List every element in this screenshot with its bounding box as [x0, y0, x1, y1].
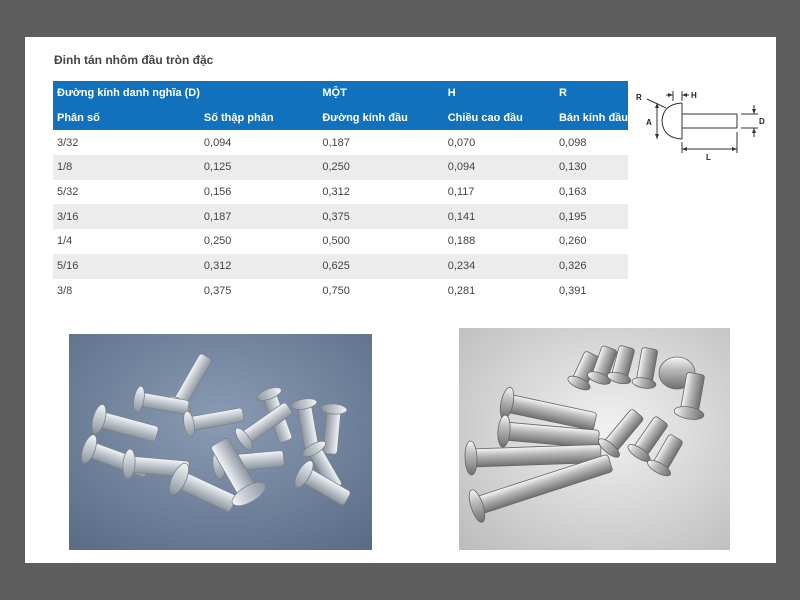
subheader-head-diameter: Đường kính đầu [322, 112, 408, 125]
cell-head-height: 0,117 [447, 186, 475, 199]
diagram-label-l: L [706, 153, 711, 162]
rivet-dimension-diagram [633, 87, 773, 165]
cell-head-radius: 0,098 [558, 136, 587, 149]
cell-decimal: 0,125 [203, 161, 232, 174]
header-r: R [558, 87, 567, 100]
rivets-photo-pile [69, 334, 372, 550]
cell-decimal: 0,187 [203, 210, 232, 223]
page-title: Đinh tán nhôm đầu tròn đặc [54, 53, 214, 67]
cell-head-height: 0,188 [447, 235, 476, 248]
subheader-fraction: Phân số [57, 112, 100, 125]
cell-head-radius: 0,326 [558, 260, 587, 273]
cell-fraction: 3/8 [57, 284, 73, 297]
cell-decimal: 0,250 [203, 235, 232, 248]
cell-head-radius: 0,391 [558, 284, 587, 297]
header-a: MỘT [322, 87, 347, 100]
cell-head-radius: 0,130 [558, 161, 587, 174]
cell-fraction: 5/32 [57, 186, 79, 199]
cell-head-height: 0,094 [447, 161, 476, 174]
cell-decimal: 0,375 [203, 284, 232, 297]
cell-head-diameter: 0,250 [322, 161, 350, 174]
cell-head-height: 0,281 [447, 284, 476, 297]
cell-head-radius: 0,195 [558, 210, 587, 223]
cell-head-radius: 0,260 [558, 235, 587, 248]
cell-head-height: 0,234 [447, 260, 476, 273]
table-row [53, 229, 628, 254]
header-blank [200, 81, 318, 106]
rivet-spec-table [53, 81, 628, 303]
rivets-photo-assorted [459, 328, 730, 550]
cell-head-height: 0,070 [447, 136, 476, 149]
cell-head-radius: 0,163 [558, 186, 587, 199]
diagram-label-a: A [646, 118, 652, 127]
table-row [53, 155, 628, 180]
table-row [53, 180, 628, 205]
cell-head-diameter: 0,500 [322, 235, 350, 248]
subheader-head-height: Chiều cao đầu [447, 112, 523, 125]
diagram-label-h: H [691, 91, 697, 100]
cell-fraction: 3/16 [57, 210, 79, 223]
table-row [53, 130, 628, 155]
cell-decimal: 0,094 [203, 136, 232, 149]
cell-fraction: 3/32 [57, 136, 79, 149]
diagram-label-d: D [759, 117, 765, 126]
cell-decimal: 0,156 [203, 186, 232, 199]
cell-fraction: 1/4 [57, 235, 73, 248]
table-header-row [53, 81, 628, 106]
subheader-head-radius: Bán kính đầu [558, 112, 628, 125]
cell-head-height: 0,141 [447, 210, 476, 223]
subheader-decimal: Số thập phân [203, 112, 274, 125]
cell-head-diameter: 0,187 [322, 136, 350, 149]
cell-fraction: 5/16 [57, 260, 79, 273]
header-h: H [447, 87, 456, 100]
page-sheet [25, 37, 776, 563]
diagram-label-r: R [636, 93, 642, 102]
table-row [53, 279, 628, 304]
cell-head-diameter: 0,375 [322, 210, 350, 223]
cell-decimal: 0,312 [203, 260, 232, 273]
table-subheader-row [53, 106, 628, 131]
table-row [53, 204, 628, 229]
cell-head-diameter: 0,750 [322, 284, 350, 297]
cell-fraction: 1/8 [57, 161, 73, 174]
header-nominal-diameter: Đường kính danh nghĩa (D) [57, 87, 200, 100]
table-row [53, 254, 628, 279]
cell-head-diameter: 0,625 [322, 260, 350, 273]
cell-head-diameter: 0,312 [322, 186, 350, 199]
